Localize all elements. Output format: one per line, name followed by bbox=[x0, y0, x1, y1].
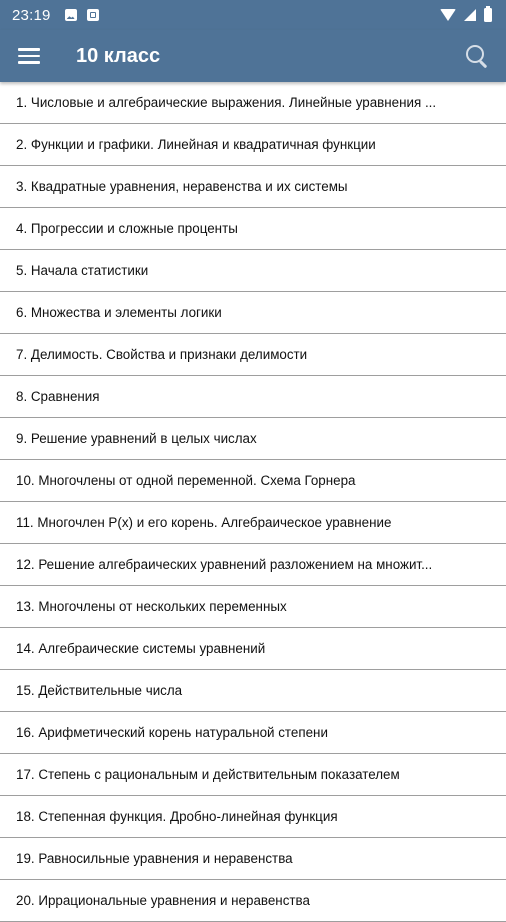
list-item-label: 2. Функции и графики. Линейная и квадратичная функции bbox=[16, 137, 376, 152]
page-title: 10 класс bbox=[76, 44, 161, 67]
list-item-label: 12. Решение алгебраических уравнений разложением на множит... bbox=[16, 557, 433, 572]
list-item-label: 6. Множества и элементы логики bbox=[16, 305, 222, 320]
list-item-label: 15. Действительные числа bbox=[16, 683, 183, 698]
list-item-label: 3. Квадратные уравнения, неравенства и их системы bbox=[16, 179, 348, 194]
telegram-notification-icon bbox=[87, 9, 99, 21]
list-item[interactable] bbox=[0, 670, 506, 712]
list-item[interactable] bbox=[0, 376, 506, 418]
topic-list[interactable] bbox=[0, 82, 506, 908]
list-item[interactable] bbox=[0, 292, 506, 334]
list-item[interactable] bbox=[0, 166, 506, 208]
list-item[interactable] bbox=[0, 880, 506, 922]
list-item-label: 8. Сравнения bbox=[16, 389, 100, 404]
list-item[interactable] bbox=[0, 250, 506, 292]
list-item[interactable] bbox=[0, 124, 506, 166]
list-item-label: 5. Начала статистики bbox=[16, 263, 149, 278]
list-item-label: 13. Многочлены от нескольких переменных bbox=[16, 599, 287, 614]
list-item-label: 19. Равносильные уравнения и неравенства bbox=[16, 851, 293, 866]
wifi-icon bbox=[440, 9, 456, 21]
list-item-label: 4. Прогрессии и сложные проценты bbox=[16, 221, 238, 236]
menu-icon[interactable] bbox=[18, 48, 40, 64]
list-item[interactable] bbox=[0, 502, 506, 544]
list-item[interactable] bbox=[0, 838, 506, 880]
system-icons bbox=[440, 8, 492, 22]
search-icon[interactable] bbox=[464, 43, 490, 69]
list-item-label: 11. Многочлен P(x) и его корень. Алгебраическое уравнение bbox=[16, 515, 392, 530]
list-item[interactable] bbox=[0, 544, 506, 586]
list-item[interactable] bbox=[0, 586, 506, 628]
list-item[interactable] bbox=[0, 208, 506, 250]
app-bar bbox=[0, 30, 506, 82]
list-item-label: 9. Решение уравнений в целых числах bbox=[16, 431, 257, 446]
status-time: 23:19 bbox=[12, 6, 51, 24]
list-item-label: 16. Арифметический корень натуральной степени bbox=[16, 725, 328, 740]
list-item[interactable] bbox=[0, 460, 506, 502]
list-item-label: 20. Иррациональные уравнения и неравенства bbox=[16, 893, 310, 908]
list-item-label: 7. Делимость. Свойства и признаки делимости bbox=[16, 347, 308, 362]
signal-icon bbox=[464, 9, 476, 21]
list-item[interactable] bbox=[0, 628, 506, 670]
list-item[interactable] bbox=[0, 82, 506, 124]
list-item-label: 10. Многочлены от одной переменной. Схема Горнера bbox=[16, 473, 356, 488]
list-item[interactable] bbox=[0, 334, 506, 376]
list-item[interactable] bbox=[0, 712, 506, 754]
image-notification-icon bbox=[65, 9, 77, 21]
status-bar bbox=[0, 0, 506, 30]
list-item[interactable] bbox=[0, 754, 506, 796]
list-item-label: 17. Степень с рациональным и действительным показателем bbox=[16, 767, 400, 782]
list-item[interactable] bbox=[0, 796, 506, 838]
list-item-label: 14. Алгебраические системы уравнений bbox=[16, 641, 266, 656]
notification-icons bbox=[65, 9, 99, 21]
list-item-label: 1. Числовые и алгебраические выражения. Линейные уравнения ... bbox=[16, 95, 437, 110]
list-item-label: 18. Степенная функция. Дробно-линейная функция bbox=[16, 809, 338, 824]
battery-icon bbox=[484, 8, 492, 22]
list-item[interactable] bbox=[0, 418, 506, 460]
